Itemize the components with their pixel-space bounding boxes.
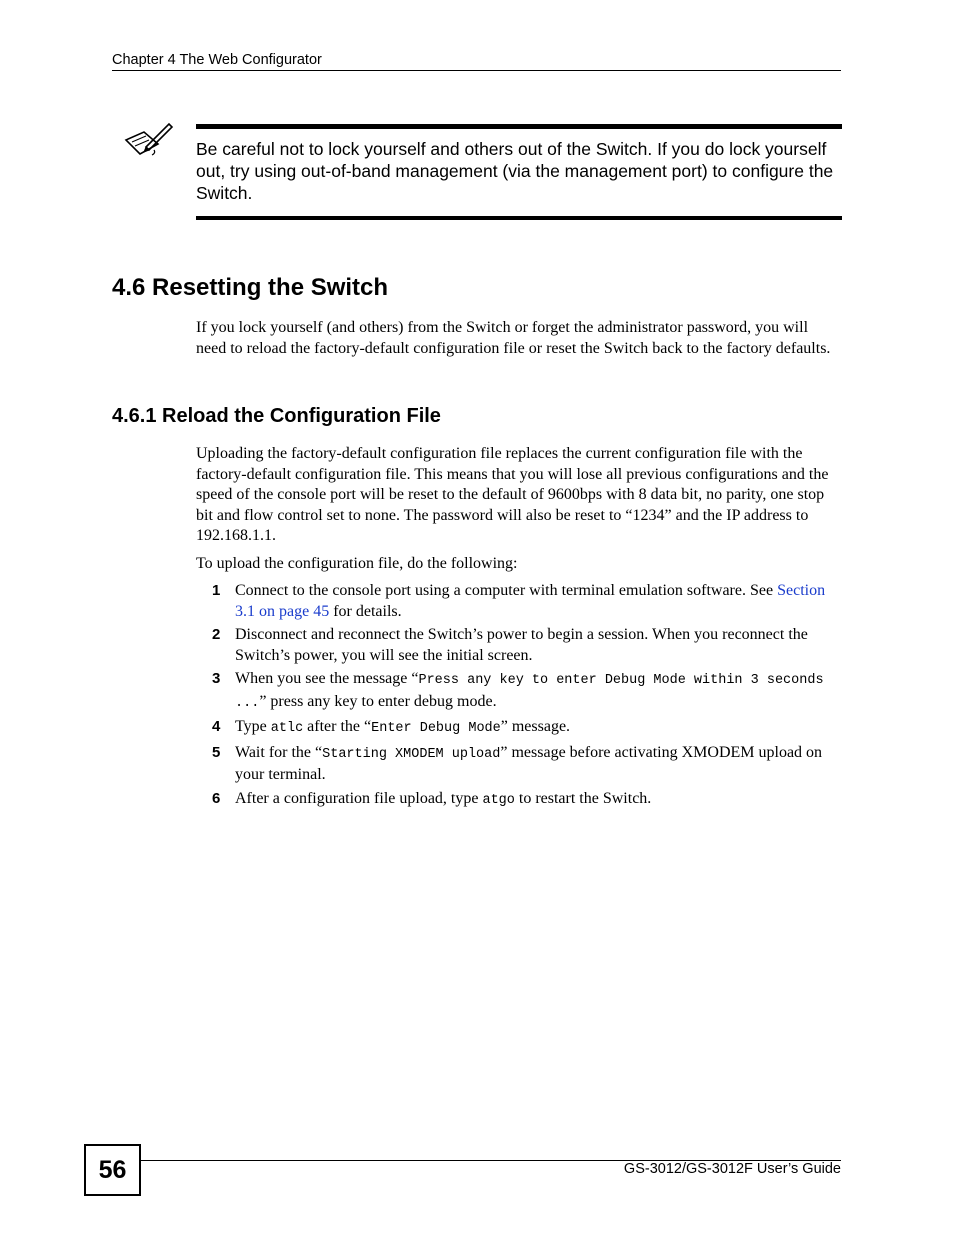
note-box [196, 124, 842, 220]
section-intro: If you lock yourself (and others) from the Switch or forget the administrator password, you will need to reload the factory-default configuration file or reset the Switch back to the factory defaults. [196, 319, 831, 357]
step-number: 4 [212, 718, 221, 735]
step-text: Disconnect and reconnect the Switch’s power to begin a session. When you reconnect the Switch’s power, you will see the initial screen. [235, 626, 808, 664]
step-2 [196, 625, 842, 666]
running-header: Chapter 4 The Web Configurator [112, 52, 841, 71]
code-text: Press any key to enter Debug Mode within 3 seconds ... [235, 673, 824, 711]
note-pen-icon [122, 120, 178, 160]
step-text: ” message before activating XMODEM upload on your terminal. [235, 743, 823, 783]
step-number: 3 [212, 670, 221, 687]
subsection-heading: 4.6.1 Reload the Configuration File [112, 405, 441, 427]
step-number: 6 [212, 789, 221, 807]
steps-lead: To upload the configuration file, do the following: [196, 555, 518, 572]
page-number-text: 56 [98, 1155, 127, 1184]
note-text: Be careful not to lock yourself and others out of the Switch. If you do lock yourself out, try using out-of-band management (via the management port) to configure the Switch. [196, 139, 834, 203]
code-text: atlc [270, 721, 304, 736]
footer-guide-title: GS-3012/GS-3012F User’s Guide [623, 1161, 841, 1177]
step-text: after the “ [303, 718, 372, 735]
step-text: Connect to the console port using a computer with terminal emulation software. See [235, 582, 778, 599]
step-5 [196, 743, 842, 786]
step-number: 5 [212, 743, 221, 761]
step-text: After a configuration file upload, type [235, 789, 483, 807]
step-text: ” press any key to enter debug mode. [259, 692, 497, 710]
step-text: When you see the message “ [235, 670, 419, 687]
step-text: ” message. [500, 718, 571, 735]
step-1 [196, 581, 842, 622]
code-text: Starting XMODEM upload [322, 746, 501, 762]
step-6 [196, 789, 842, 812]
step-text: Wait for the “ [235, 743, 323, 761]
step-number: 1 [212, 582, 221, 599]
step-3 [196, 669, 842, 714]
section-heading: 4.6 Resetting the Switch [112, 274, 389, 301]
step-text: Type [235, 718, 271, 735]
step-number: 2 [212, 626, 221, 643]
page-number [84, 1144, 141, 1196]
step-4 [196, 717, 842, 740]
steps-list [196, 581, 842, 814]
section-3-1-link[interactable]: Section 3.1 on page 45 [235, 582, 826, 620]
code-text: atgo [482, 792, 515, 808]
step-text: for details. [329, 602, 402, 620]
subsection-body: Uploading the factory-default configuration file replaces the current configuration file with the factory-default configuration file. This means that you will lose all previous configurations and the speed of the console port will be reset to the default of 9600bps with 8 data bit, no parity, one stop bit and flow control set to none. The password will also be reset to “1234” and the IP address to 192.168.1.1. [196, 445, 829, 544]
step-text: to restart the Switch. [514, 789, 652, 807]
code-text: Enter Debug Mode [371, 721, 501, 736]
